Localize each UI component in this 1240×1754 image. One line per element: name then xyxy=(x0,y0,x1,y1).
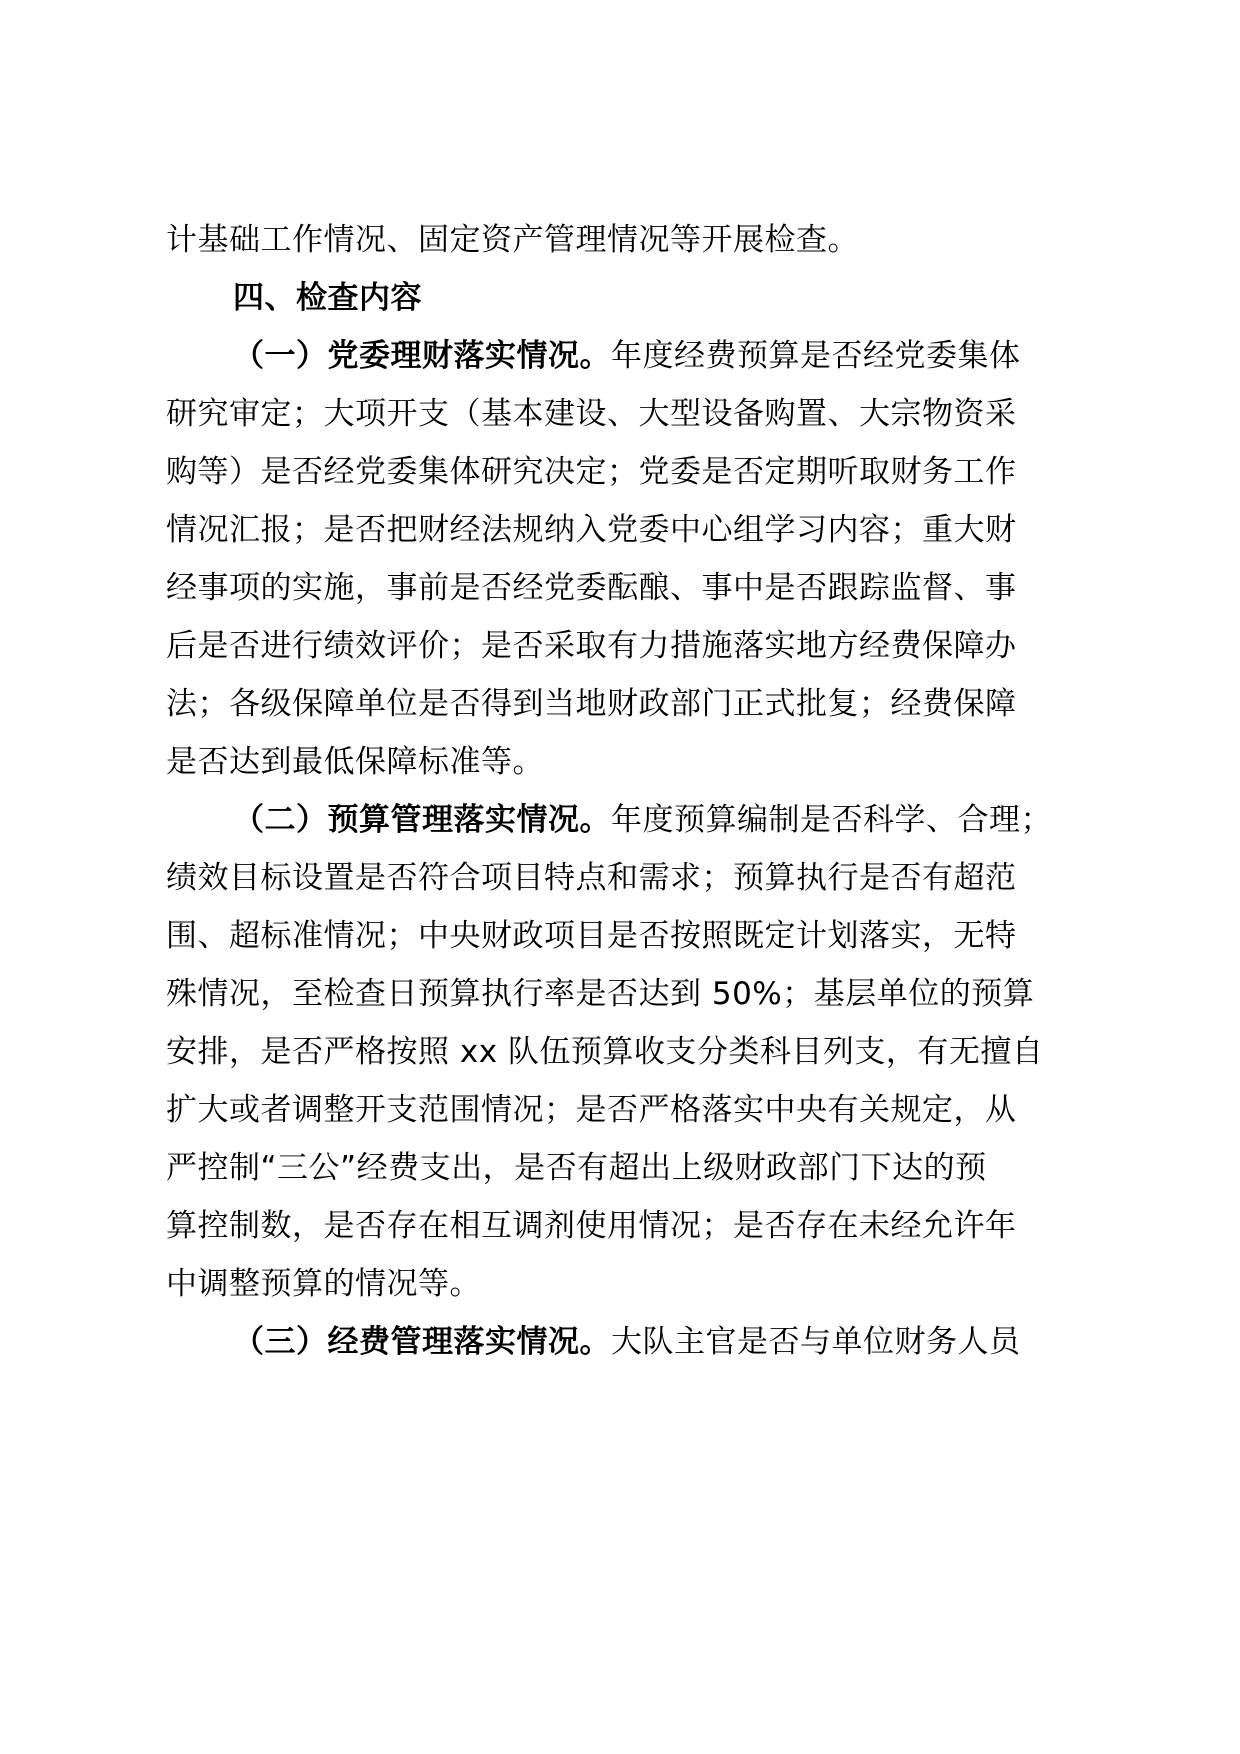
subsection-heading: （二）预算管理落实情况。 xyxy=(233,802,611,838)
section-heading: 四、检查内容 xyxy=(233,280,422,316)
paragraph-line: 研究审定；大项开支（基本建设、大型设备购置、大宗物资采 xyxy=(166,396,1017,432)
subsection-heading: （三）经费管理落实情况。 xyxy=(233,1324,611,1360)
paragraph-text: 年度经费预算是否经党委集体 xyxy=(611,338,1021,374)
paragraph-line: 安排，是否严格按照 xx 队伍预算收支分类科目列支，有无擅自 xyxy=(166,1034,1044,1070)
paragraph-line: 是否达到最低保障标准等。 xyxy=(166,744,544,780)
paragraph-line: 法；各级保障单位是否得到当地财政部门正式批复；经费保障 xyxy=(166,686,1017,722)
paragraph-line: 绩效目标设置是否符合项目特点和需求；预算执行是否有超范 xyxy=(166,860,1017,896)
paragraph-line: 扩大或者调整开支范围情况；是否严格落实中央有关规定，从 xyxy=(166,1092,1017,1128)
paragraph-text: 大队主官是否与单位财务人员 xyxy=(611,1324,1021,1360)
paragraph-line: 算控制数，是否存在相互调剂使用情况；是否存在未经允许年 xyxy=(166,1208,1017,1244)
paragraph-line: 情况汇报；是否把财经法规纳入党委中心组学习内容；重大财 xyxy=(166,512,1017,548)
paragraph-line: 后是否进行绩效评价；是否采取有力措施落实地方经费保障办 xyxy=(166,628,1017,664)
paragraph-line xyxy=(233,336,1193,376)
paragraph-line: 中调整预算的情况等。 xyxy=(166,1266,481,1302)
paragraph-line: 严控制“三公”经费支出，是否有超出上级财政部门下达的预 xyxy=(166,1150,987,1186)
paragraph-line: 计基础工作情况、固定资产管理情况等开展检查。 xyxy=(166,222,859,258)
paragraph-line xyxy=(233,1322,1193,1362)
paragraph-line xyxy=(233,800,1193,840)
paragraph-text: 年度预算编制是否科学、合理； xyxy=(611,802,1052,838)
paragraph-line: 殊情况，至检查日预算执行率是否达到 50%；基层单位的预算 xyxy=(166,976,1035,1012)
subsection-heading: （一）党委理财落实情况。 xyxy=(233,338,611,374)
paragraph-line: 围、超标准情况；中央财政项目是否按照既定计划落实，无特 xyxy=(166,918,1017,954)
paragraph-line: 购等）是否经党委集体研究决定；党委是否定期听取财务工作 xyxy=(166,454,1017,490)
paragraph-line: 经事项的实施，事前是否经党委酝酿、事中是否跟踪监督、事 xyxy=(166,570,1017,606)
